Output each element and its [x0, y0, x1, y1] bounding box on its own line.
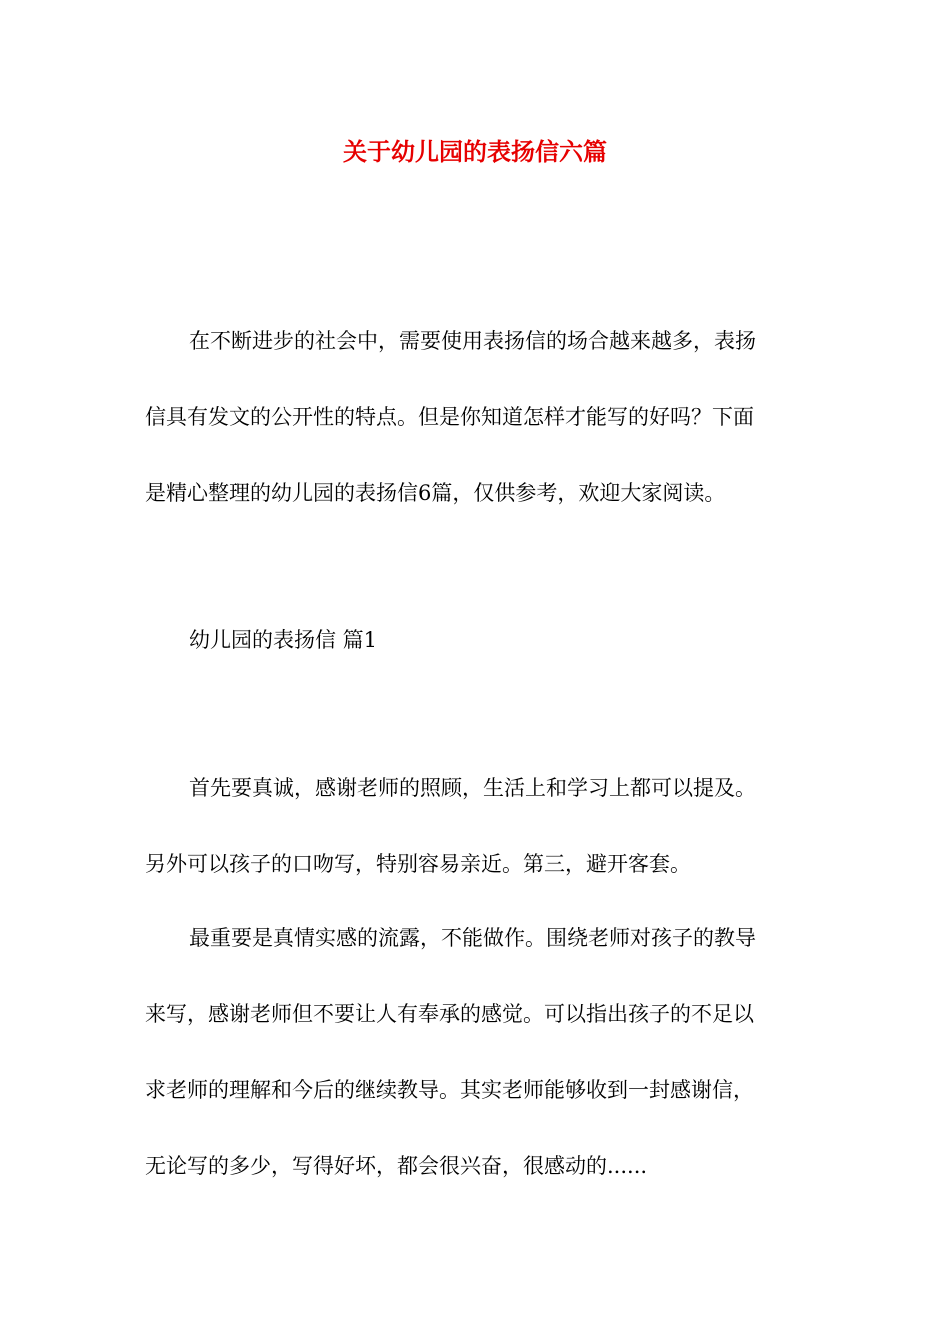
body-paragraph-2	[145, 900, 825, 1204]
intro-paragraph	[145, 303, 825, 531]
paragraph-line: 无论写的多少，写得好坏，都会很兴奋，很感动的......	[145, 1154, 648, 1178]
paragraph-line: 来写，感谢老师但不要让人有奉承的感觉。可以指出孩子的不足以	[145, 1002, 754, 1026]
section-heading: 幼儿园的表扬信 篇1	[189, 628, 378, 652]
intro-line: 在不断进步的社会中，需要使用表扬信的场合越来越多，表扬	[189, 329, 756, 353]
paragraph-line: 另外可以孩子的口吻写，特别容易亲近。第三，避开客套。	[145, 852, 691, 876]
body-paragraph-1	[145, 750, 825, 902]
paragraph-line: 最重要是真情实感的流露，不能做作。围绕老师对孩子的教导	[189, 926, 756, 950]
paragraph-line: 首先要真诚，感谢老师的照顾，生活上和学习上都可以提及。	[189, 776, 756, 800]
document-title: 关于幼儿园的表扬信六篇	[343, 138, 607, 166]
intro-line: 信具有发文的公开性的特点。但是你知道怎样才能写的好吗？下面	[145, 405, 754, 429]
paragraph-line: 求老师的理解和今后的继续教导。其实老师能够收到一封感谢信，	[145, 1078, 754, 1102]
intro-line: 是精心整理的幼儿园的表扬信6篇，仅供参考，欢迎大家阅读。	[145, 481, 726, 505]
